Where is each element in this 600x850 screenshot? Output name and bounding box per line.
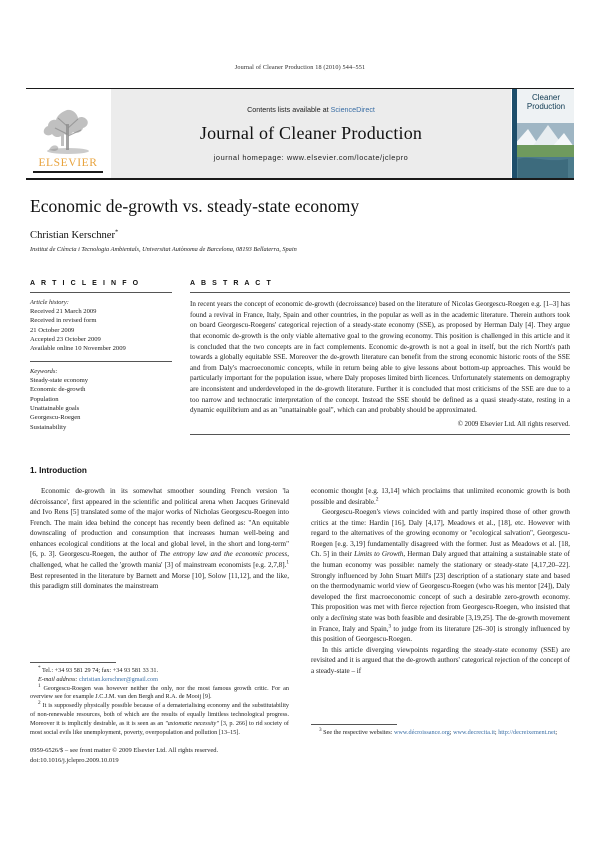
contents-prefix: Contents lists available at [247,105,329,114]
footnote-rule [30,662,116,663]
journal-banner [26,88,574,180]
footnote-marker[interactable]: 2 [375,496,379,503]
imprint-issn: 0959-6526/$ – see front matter © 2009 Elsevier Ltd. All rights reserved. [30,747,219,755]
paragraph: In this article diverging viewpoints regarding the steady-state economy (SSE) are revisited and it is argued that the de-growth authors' categorical rejection of the concept of a steady-state – if [311,645,570,675]
footnote-rule [311,724,397,725]
history-item: Accepted 23 October 2009 [30,336,101,344]
footnote-3-prefix: See the respective websites: [323,729,394,736]
running-head: Journal of Cleaner Production 18 (2010) 544–551 [234,64,366,71]
article-info-column [30,280,172,435]
keywords-label: Keywords: [30,367,58,375]
author-name: Christian Kerschner [30,230,116,241]
elsevier-tree-icon [37,106,99,156]
email-link[interactable]: christian.kerschner@gmail.com [79,675,158,683]
cover-artwork-icon [512,89,574,178]
abstract-copyright: © 2009 Elsevier Ltd. All rights reserved. [457,421,570,429]
email-label: E-mail address: [38,675,78,683]
footnote-correspondence [30,664,289,676]
info-abstract-block [30,280,570,435]
paragraph-part: Economic de-growth in its somewhat smoother sounding French version 'la décroissance', first appeared in the scientific and political arena when Jacques Grinevald and Ivo Rens [5] translated some of the major works of Nicholas Georgescu-Roegen into French. The main idea behind the concept has recently been defined as: "An equitable downscaling of production and consumption that increases human well-being and enhances ecological conditions at the local and global level, in the short and long-term" [6, p. 3]. Georgescu-Roegen, the author of [30,487,289,559]
footnote-2-italic: "axiomatic necessity" [165,719,219,727]
footnote-email [30,676,289,685]
history-item: Received 21 March 2009 [30,308,97,315]
footnote-2-text-end: [3, p. 266] to rid society of most social evils like unemployment, poverty, overpopulation and pollution [13–15]. [30,719,289,736]
footnote-3 [311,726,570,738]
body-column-left [30,486,289,676]
journal-homepage-link[interactable]: journal homepage: www.elsevier.com/locate/jclepro [213,153,409,162]
banner-center [110,89,512,178]
abstract-text: In recent years the concept of economic de-growth (decroissance) based on the literature of Nicolas Georgescu-Roegen e.g. [1–3] has found a revival in France, Italy, Spain and other countries, in the popular as well as in the academic literature. Therein authors took on board Georgescu-Roegens' categorical rejection of a steady-state economy (SSE), as proposed by Herman Daly [4]. They argue that economic de-growth is the only viable alternative goal to the growing economy. This position is challenged in this article and it is concluded that the two concepts are in fact complements. Economic de-growth is not a goal in itself, but the rich North's path towards a globally equitable SSE. Moreover the de-growth literature can benefit from the strong economic historic roots of the SSE and from Daly's macroeconomic concepts, while in return being able to give lessons about bottom-up approaches. This would be particularly important for the population issue, where Daly proposes limited birth licences. Unfortunately statements on demography are inconsistent and underdeveloped in the de-growth literature. Further it is concluded that most criticisms of the SSE are due to a too narrow and technocratic interpretation of the concept. Instead the SSE should be defined as a quasi steady-state, resting in a dynamic equilibrium and as an "unattainable goal", which can and probably should be approximated. [190,300,570,415]
keyword-item: Sustainability [30,423,67,431]
body-column-right [311,486,570,676]
paragraph-part: state was both feasible and desirable [3,19,25]. The de-growth movement in France, Italy and Spain, [311,613,571,633]
imprint-doi: doi:10.1016/j.jclepro.2009.10.019 [30,757,119,765]
footnote-1-text: Georgescu-Roegen was however neither the only, nor the most famous growth critic. For an overview see for example J.C.J.M. van den Bergh and R.A. de Mooij [9]. [30,684,289,701]
body-columns [30,486,570,676]
paragraph [30,486,289,592]
title-block [30,196,570,253]
separator: ; [449,729,454,736]
footnotes-left [30,662,289,766]
article-history-label: Article history: [30,299,69,306]
sciencedirect-link[interactable]: ScienceDirect [330,105,375,114]
keyword-item: Unattainable goals [30,404,80,412]
article-info-label: A R T I C L E I N F O [30,280,141,287]
svg-text:Cleaner: Cleaner [531,93,561,102]
paragraph [311,507,570,645]
book-title-italic: Limits to Growth [354,550,404,559]
elsevier-logo [26,89,110,178]
footnote-marker[interactable]: 1 [286,559,289,566]
history-item: Received in revised form [30,317,97,325]
footnote-1 [30,682,289,703]
abstract-divider-bottom [190,434,570,435]
journal-cover-thumbnail [512,89,574,178]
imprint-block [30,746,289,766]
correspondence-marker: * [38,664,41,671]
elsevier-wordmark: ELSEVIER [38,157,98,170]
contents-available-line [247,105,375,114]
footnote-marker: 1 [38,682,41,689]
paragraph-part: Georgescu-Roegen's views coincided with and partly inspired those of other growth critics at the time: Hardin [16], Daly [4,17], Meadows et al., [18], etc. However with regard to the alternatives of the growing economy or "ecological salvation", Georgescu-Roegen [e.g. 3,19] fundamentally disagreed with the former. Just as Meadows et al. [18, Ch. 5] in their [311,508,570,559]
separator: ; [494,729,499,736]
footnotes-right [311,724,570,738]
correspondence-text: Tel.: +34 93 581 29 74; fax: +34 93 581 33 31. [42,667,159,674]
history-item: 21 October 2009 [30,326,75,334]
elsevier-underline [33,171,103,173]
website-link-decreixement[interactable]: http://decreixement.net [498,729,556,736]
affiliation: Institut de Ciència i Tecnologia Ambientals, Universitat Autònoma de Barcelona, 08193 Bellaterra, Spain [30,246,297,253]
book-title-italic: The entropy law and the economic process [159,550,288,559]
info-divider-mid [30,361,172,362]
keyword-item: Georgescu-Roegen [30,414,81,422]
footnote-3-suffix: ; [555,729,558,736]
footnote-2-text: It is supposedly physically possible because of a dematerialising economy and the substitutability of non-renewable resources, both of which are the results of equally limitless technological progress. Moreover it is implicitly desirable, as it is seen as an [30,702,290,727]
corresponding-author-marker: * [115,228,119,236]
abstract-label: A B S T R A C T [190,280,273,287]
keyword-item: Population [30,395,59,403]
paragraph [311,486,570,507]
paragraph-part: , challenged, what he called the 'growth mania' [3] of mainstream economists [e.g. 2,7,8]. [30,550,289,570]
info-divider-top [30,292,172,293]
paragraph-part: Best represented in the literature by Barnett and Morse [10], Solow [11,12], and the like, this paradigm still dominates the mainstream [30,571,289,591]
author-line [30,230,570,241]
svg-text:Production: Production [526,102,566,111]
footnote-marker: 3 [319,726,322,733]
abstract-divider-top [190,292,570,293]
footnote-marker[interactable]: 3 [388,623,392,630]
paper-title: Economic de-growth vs. steady-state economy [30,196,360,216]
keyword-item: Economic de-growth [30,386,86,394]
footnote-2 [30,702,289,737]
journal-title: Journal of Cleaner Production [199,123,423,143]
website-link-decrecita[interactable]: www.decrecita.it [453,729,495,736]
emphasis-italic: declining [330,613,358,622]
footnote-marker: 2 [38,700,41,707]
website-link-decroissance[interactable]: www.décroissance.org [393,729,450,736]
paragraph-part: , Herman Daly argued that attaining a sustainable state of the human economy was possible: namely the stationary or steady-state [4,17,20–22]. Strongly influenced by John Stuart Mill's [23] description of a stationary state and based on the thermodynamic world view of Georgescu-Roegen (who was his mentor [24]), Daly developed the first macroeconomic concept of such a desirable zero-growth economy. This proposition was met with fierce rejection from Georgescu-Roegen, who insisted that only a [311,550,570,622]
paragraph-part: economic thought [e.g. 13,14] which proclaims that unlimited economic growth is both possible and desirable. [311,487,570,506]
paragraph-part: to judge from its literature [26–30] is strongly influenced by this position of Georgescu-Roegen. [311,624,570,644]
keyword-item: Steady-state economy [30,376,89,384]
abstract-column [190,280,570,435]
history-item: Available online 10 November 2009 [30,345,126,353]
section-heading-introduction: 1. Introduction [30,466,87,475]
